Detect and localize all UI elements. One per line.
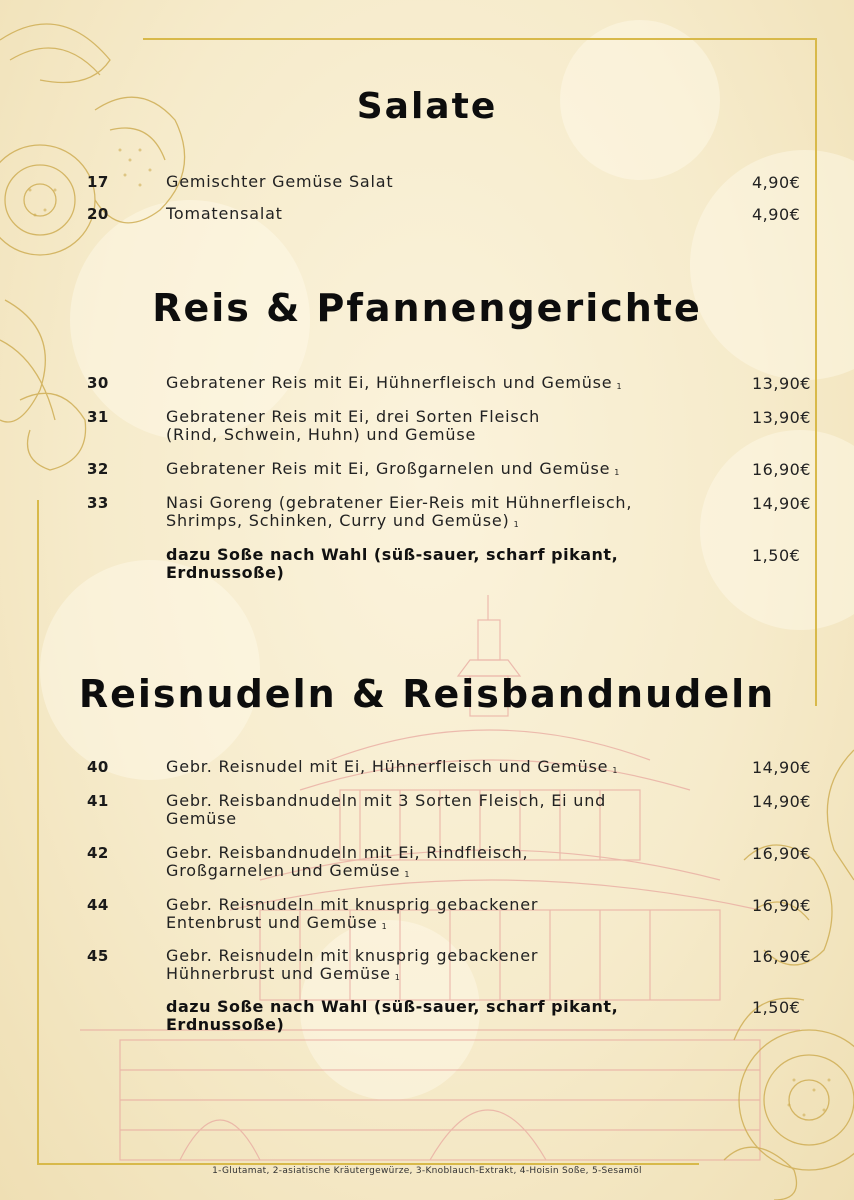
item-number: 32 bbox=[87, 460, 109, 478]
allergen-mark: 1 bbox=[394, 973, 401, 982]
allergen-mark: 1 bbox=[381, 922, 388, 931]
item-price: 13,90€ bbox=[752, 408, 811, 427]
section-title-reisnudeln: Reisnudeln & Reisbandnudeln bbox=[78, 672, 776, 716]
item-price: 16,90€ bbox=[752, 947, 811, 966]
item-description: Tomatensalat bbox=[166, 204, 283, 223]
sauce-price: 1,50€ bbox=[752, 546, 801, 565]
allergen-mark: 1 bbox=[513, 520, 520, 529]
item-number: 41 bbox=[87, 792, 109, 810]
section-title-salate: Salate bbox=[356, 86, 498, 127]
item-description: Gebr. Reisnudeln mit knusprig gebackener Entenbrust und Gemüse 1 bbox=[166, 895, 539, 932]
allergen-mark: 1 bbox=[612, 766, 619, 775]
item-number: 44 bbox=[87, 896, 109, 914]
allergen-footnote: 1-Glutamat, 2-asiatische Kräutergewürze, 3-Knoblauch-Extrakt, 4-Hoisin Soße, 5-Sesamöl bbox=[212, 1166, 642, 1176]
item-price: 16,90€ bbox=[752, 896, 811, 915]
item-number: 20 bbox=[87, 205, 109, 223]
sauce-description: dazu Soße nach Wahl (süß-sauer, scharf pikant, Erdnussoße) bbox=[166, 997, 619, 1034]
item-description: Gebr. Reisbandnudeln mit Ei, Rindfleisch, Großgarnelen und Gemüse 1 bbox=[166, 843, 529, 880]
item-number: 30 bbox=[87, 374, 109, 392]
item-number: 17 bbox=[87, 173, 109, 191]
item-price: 13,90€ bbox=[752, 374, 811, 393]
item-description: Gebr. Reisnudel mit Ei, Hühnerfleisch und Gemüse 1 bbox=[166, 757, 619, 776]
allergen-mark: 1 bbox=[614, 468, 621, 477]
item-description: Gebr. Reisbandnudeln mit 3 Sorten Fleisch, Ei und Gemüse bbox=[166, 791, 607, 828]
allergen-mark: 1 bbox=[404, 870, 411, 879]
item-number: 33 bbox=[87, 494, 109, 512]
item-description: Gebratener Reis mit Ei, drei Sorten Fleisch (Rind, Schwein, Huhn) und Gemüse bbox=[166, 407, 541, 444]
item-price: 4,90€ bbox=[752, 205, 801, 224]
item-number: 45 bbox=[87, 947, 109, 965]
sauce-price: 1,50€ bbox=[752, 998, 801, 1017]
item-description: Gebr. Reisnudeln mit knusprig gebackener Hühnerbrust und Gemüse 1 bbox=[166, 946, 539, 983]
item-price: 14,90€ bbox=[752, 792, 811, 811]
allergen-mark: 1 bbox=[616, 382, 623, 391]
item-description: Nasi Goreng (gebratener Eier-Reis mit Hühnerfleisch, Shrimps, Schinken, Curry und Gemüse) 1 bbox=[166, 493, 633, 530]
item-price: 16,90€ bbox=[752, 460, 811, 479]
item-number: 31 bbox=[87, 408, 109, 426]
item-price: 4,90€ bbox=[752, 173, 801, 192]
item-description: Gemischter Gemüse Salat bbox=[166, 172, 394, 191]
item-price: 14,90€ bbox=[752, 494, 811, 513]
item-price: 16,90€ bbox=[752, 844, 811, 863]
sauce-description: dazu Soße nach Wahl (süß-sauer, scharf pikant, Erdnussoße) bbox=[166, 545, 619, 582]
item-number: 40 bbox=[87, 758, 109, 776]
item-description: Gebratener Reis mit Ei, Großgarnelen und Gemüse 1 bbox=[166, 459, 621, 478]
item-number: 42 bbox=[87, 844, 109, 862]
item-description: Gebratener Reis mit Ei, Hühnerfleisch und Gemüse 1 bbox=[166, 373, 623, 392]
section-title-reis: Reis & Pfannengerichte bbox=[152, 286, 702, 330]
item-price: 14,90€ bbox=[752, 758, 811, 777]
